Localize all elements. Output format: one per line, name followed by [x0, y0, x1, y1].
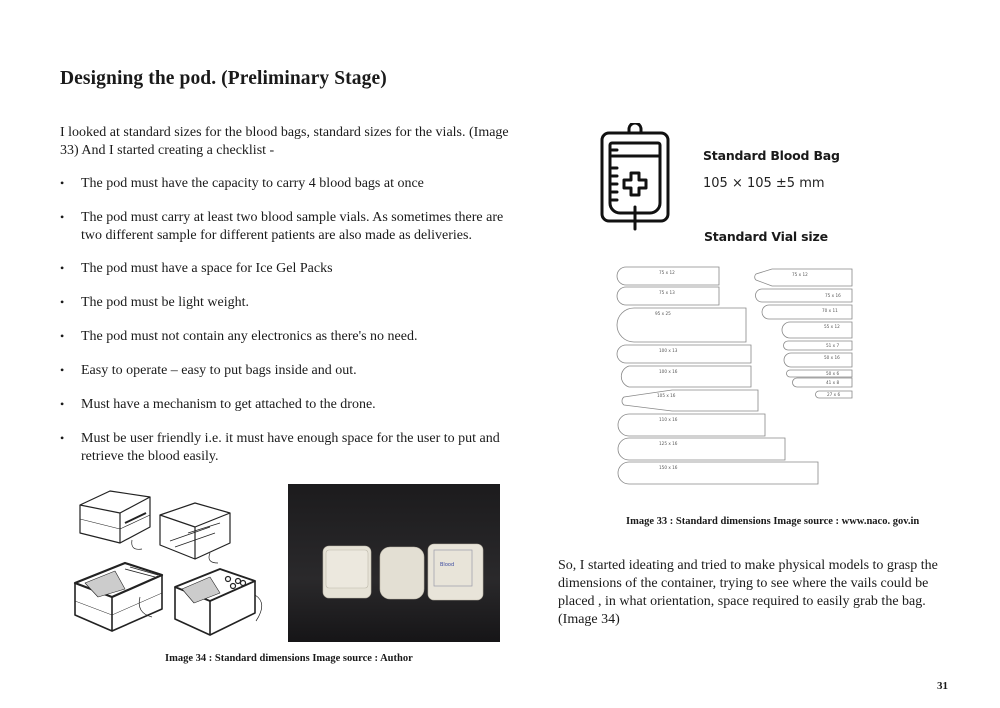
- checklist-item: • The pod must be light weight.: [60, 295, 249, 310]
- vial-outline: [622, 390, 758, 411]
- image-34-caption: Image 34 : Standard dimensions Image source : Author: [165, 653, 413, 664]
- svg-text:50 x 6: 50 x 6: [826, 371, 840, 376]
- vial-outline: [762, 305, 852, 319]
- svg-text:50 x 16: 50 x 16: [824, 355, 840, 360]
- checklist-item: • The pod must carry at least two blood sample vials. As sometimes there are two different sample for different patients are also made as deliveries.: [60, 210, 504, 243]
- blood-bag-icon: [598, 123, 672, 231]
- svg-text:75 x 12: 75 x 12: [792, 272, 808, 277]
- foam-model: [380, 547, 424, 599]
- bullet-icon: •: [60, 431, 65, 445]
- bullet-icon: •: [60, 329, 65, 343]
- blood-bag-title: Standard Blood Bag: [703, 148, 840, 163]
- vial-outline: [816, 391, 853, 398]
- bullet-icon: •: [60, 210, 65, 224]
- vial-outline: [618, 462, 818, 484]
- svg-text:41 x 8: 41 x 8: [826, 380, 840, 385]
- svg-text:100 x 16: 100 x 16: [659, 369, 678, 374]
- page-title: Designing the pod. (Preliminary Stage): [60, 68, 387, 89]
- svg-text:100 x 13: 100 x 13: [659, 348, 678, 353]
- vial-outline: [617, 345, 751, 363]
- checklist-item: • Must have a mechanism to get attached to the drone.: [60, 397, 376, 412]
- pod-models-photo: [288, 484, 500, 642]
- vial-outline: [618, 414, 765, 436]
- svg-text:75 x 16: 75 x 16: [825, 293, 841, 298]
- svg-text:55 x 12: 55 x 12: [824, 324, 840, 329]
- checklist-item: • Must be user friendly i.e. it must have enough space for the user to put and retrieve the blood easily.: [60, 431, 500, 464]
- svg-text:70 x 11: 70 x 11: [822, 308, 838, 313]
- sketch-closed-pod: [80, 491, 150, 549]
- svg-text:95 x 25: 95 x 25: [655, 311, 671, 316]
- bullet-icon: •: [60, 261, 65, 275]
- intro-paragraph: I looked at standard sizes for the blood bags, standard sizes for the vials. (Image 33) And I started creating a checklist -: [60, 125, 509, 158]
- vial-outline: [784, 353, 852, 367]
- vial-outline: [784, 341, 853, 350]
- svg-text:Blood: Blood: [440, 562, 455, 568]
- ideation-paragraph: So, I started ideating and tried to make physical models to grasp the dimensions of the container, trying to see where the vails could be placed , in what orientation, space required to easily grab the bag. (Image 34): [558, 558, 938, 627]
- vial-outline: [617, 308, 746, 342]
- sketch-box-with-compartments: [75, 563, 162, 631]
- foam-model: [428, 544, 483, 600]
- bullet-icon: •: [60, 397, 65, 411]
- vial-outline: [618, 438, 785, 460]
- vial-outline: [617, 267, 719, 285]
- checklist: [60, 175, 520, 482]
- vial-outline: [782, 322, 852, 338]
- pod-sketch-image: [70, 485, 280, 640]
- sketch-open-pod: [160, 503, 230, 563]
- vials-right-column: [755, 269, 852, 398]
- checklist-item: • The pod must not contain any electronics as there's no need.: [60, 329, 418, 344]
- vial-size-diagram: [612, 262, 862, 490]
- image-33-caption: Image 33 : Standard dimensions Image source : www.naco. gov.in: [626, 516, 920, 527]
- bullet-icon: •: [60, 363, 65, 377]
- bullet-icon: •: [60, 295, 65, 309]
- vial-outline: [756, 289, 853, 302]
- checklist-item: • The pod must have a space for Ice Gel Packs: [60, 261, 333, 276]
- vial-outline: [617, 287, 719, 305]
- svg-text:150 x 16: 150 x 16: [659, 465, 678, 470]
- svg-text:110 x 16: 110 x 16: [659, 417, 678, 422]
- sketch-box-with-vial-holes: [175, 569, 262, 635]
- bullet-icon: •: [60, 176, 65, 190]
- vial-outline: [755, 269, 852, 286]
- svg-text:51 x 7: 51 x 7: [826, 343, 840, 348]
- vial-outline: [621, 366, 751, 387]
- page-number: 31: [937, 680, 948, 692]
- checklist-item: • The pod must have the capacity to carry 4 blood bags at once: [60, 176, 424, 191]
- foam-models: [288, 484, 500, 642]
- checklist-item: • Easy to operate – easy to put bags inside and out.: [60, 363, 357, 378]
- vial-outline: [787, 370, 853, 377]
- svg-text:75 x 13: 75 x 13: [659, 290, 675, 295]
- vial-size-title: Standard Vial size: [704, 229, 828, 244]
- blood-bag-dimensions: 105 × 105 ±5 mm: [703, 176, 825, 191]
- svg-text:125 x 16: 125 x 16: [659, 441, 678, 446]
- svg-text:75 x 12: 75 x 12: [659, 270, 675, 275]
- foam-model: [323, 546, 371, 598]
- svg-text:27 x 6: 27 x 6: [827, 392, 841, 397]
- svg-text:105 x 16: 105 x 16: [657, 393, 676, 398]
- vial-outline: [793, 378, 853, 387]
